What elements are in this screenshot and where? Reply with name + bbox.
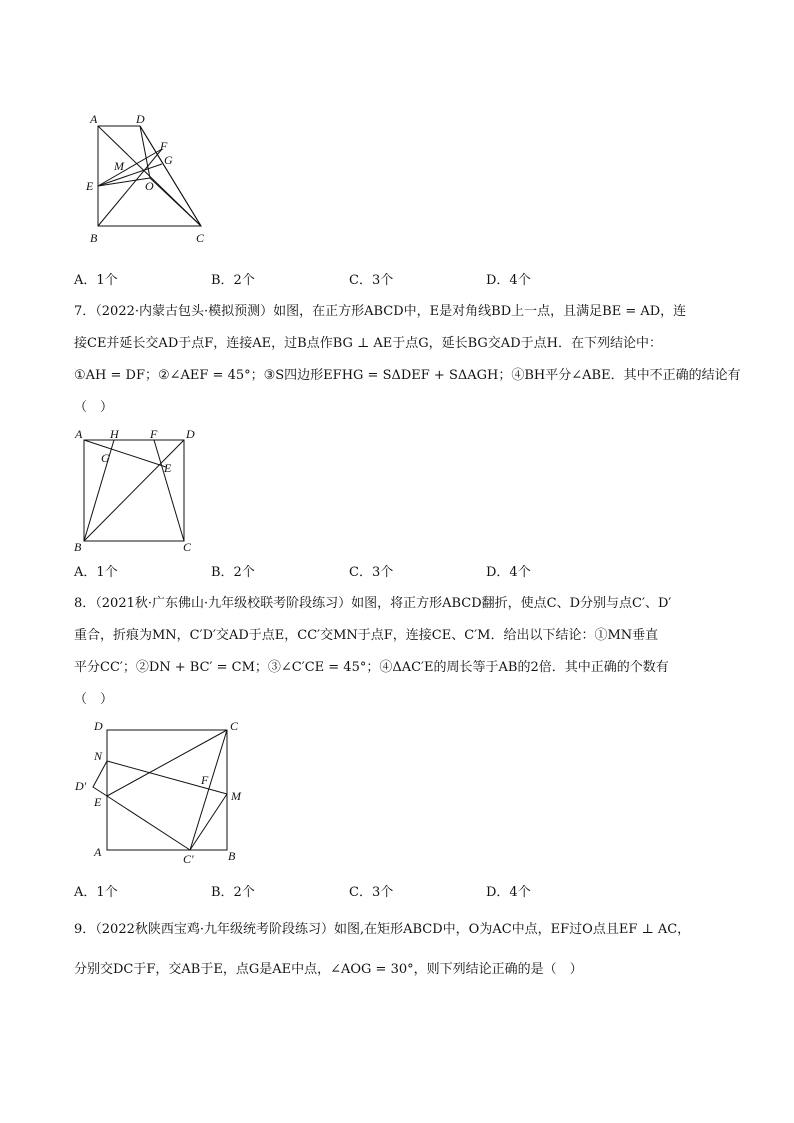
q9-line-1: 9．（2022秋陕西宝鸡·九年级统考阶段练习）如图,在矩形ABCD中，O为AC中点，EF过O点且EF ⊥ AC， bbox=[74, 922, 691, 937]
q7-option-c[interactable]: C．3个 bbox=[349, 565, 394, 580]
q8-options bbox=[74, 881, 734, 899]
label-D: D bbox=[186, 427, 195, 441]
q7-option-d[interactable]: D．4个 bbox=[486, 565, 531, 580]
figure-q6 bbox=[84, 108, 214, 246]
q8-line-2: 重合，折痕为MN，C′D′交AD于点E，CC′交MN于点F，连接CE、C′M．给出以下结论：①MN垂直 bbox=[74, 628, 659, 643]
label-D-prime: D′ bbox=[75, 779, 87, 793]
label-A: A bbox=[90, 112, 98, 126]
q8-line-3: 平分CC′；②DN + BC′ = CM；③∠C′CE = 45°；④ΔAC′E的周长等于AB的2倍．其中正确的个数有 bbox=[74, 660, 669, 675]
line-ae bbox=[84, 440, 166, 467]
label-C: C bbox=[230, 719, 239, 733]
label-G: G bbox=[164, 153, 173, 167]
label-C: C bbox=[183, 540, 192, 554]
question-8 bbox=[74, 588, 734, 716]
label-N: N bbox=[94, 749, 103, 763]
label-B: B bbox=[228, 849, 236, 863]
q7-line-2: 接CE并延长交AD于点F，连接AE，过B点作BG ⊥ AE于点G，延长BG交AD于点H．在下列结论中： bbox=[74, 336, 662, 351]
label-F: F bbox=[160, 139, 168, 153]
q7-option-b[interactable]: B．2个 bbox=[211, 565, 255, 580]
q7-options bbox=[74, 561, 734, 579]
label-D: D bbox=[94, 719, 103, 733]
line-oc bbox=[150, 178, 201, 226]
q9-line-2: 分别交DC于F，交AB于E，点G是AE中点，∠AOG = 30°，则下列结论正确的是（ ） bbox=[74, 962, 583, 977]
figure-q8 bbox=[70, 716, 250, 866]
q6-options bbox=[74, 269, 734, 287]
label-H: H bbox=[110, 427, 119, 441]
label-C: C bbox=[196, 231, 205, 245]
q6-option-c[interactable]: C．3个 bbox=[349, 273, 394, 288]
label-D: D bbox=[136, 112, 145, 126]
q8-option-b[interactable]: B．2个 bbox=[211, 885, 255, 900]
q8-paren: （ ） bbox=[74, 692, 114, 707]
label-F: F bbox=[201, 773, 209, 787]
q8-option-a[interactable]: A．1个 bbox=[74, 885, 118, 900]
figure-q7-diagram bbox=[70, 424, 200, 556]
label-B: B bbox=[74, 540, 82, 554]
label-C-prime: C′ bbox=[183, 852, 194, 866]
question-7 bbox=[74, 296, 741, 424]
figure-q7 bbox=[70, 424, 200, 556]
q7-option-a[interactable]: A．1个 bbox=[74, 565, 118, 580]
q8-line-1: 8．（2021秋·广东佛山·九年级校联考阶段练习）如图，将正方形ABCD翻折，使点C、D分别与点C′、D′ bbox=[74, 596, 672, 611]
label-O: O bbox=[145, 179, 154, 193]
question-9 bbox=[74, 910, 734, 990]
figure-q8-diagram bbox=[70, 716, 250, 866]
q6-option-b[interactable]: B．2个 bbox=[211, 273, 255, 288]
q7-paren: （ ） bbox=[74, 400, 114, 415]
label-A: A bbox=[75, 427, 83, 441]
q8-option-d[interactable]: D．4个 bbox=[486, 885, 531, 900]
line-cc-prime bbox=[190, 730, 227, 850]
label-B: B bbox=[90, 231, 98, 245]
label-M: M bbox=[114, 159, 124, 173]
line-ec-prime bbox=[107, 796, 190, 850]
label-E: E bbox=[86, 179, 94, 193]
q7-line-1: 7．（2022·内蒙古包头·模拟预测）如图，在正方形ABCD中，E是对角线BD上一点，且满足BE = AD，连 bbox=[74, 304, 687, 319]
label-E: E bbox=[164, 461, 172, 475]
line-c-prime-m bbox=[190, 794, 227, 850]
label-M: M bbox=[231, 789, 241, 803]
q6-option-a[interactable]: A．1个 bbox=[74, 273, 118, 288]
figure-q6-diagram bbox=[84, 108, 214, 246]
label-E: E bbox=[94, 795, 102, 809]
folded-edge-nde bbox=[93, 761, 107, 796]
line-ec bbox=[107, 730, 227, 796]
label-F: F bbox=[150, 427, 158, 441]
q6-option-d[interactable]: D．4个 bbox=[486, 273, 531, 288]
label-A: A bbox=[94, 845, 102, 859]
label-G: G bbox=[101, 451, 110, 465]
q7-line-3: ①AH = DF；②∠AEF = 45°；③S四边形EFHG = SΔDEF + SΔAGH；④BH平分∠ABE．其中不正确的结论有 bbox=[74, 368, 741, 383]
q8-option-c[interactable]: C．3个 bbox=[349, 885, 394, 900]
